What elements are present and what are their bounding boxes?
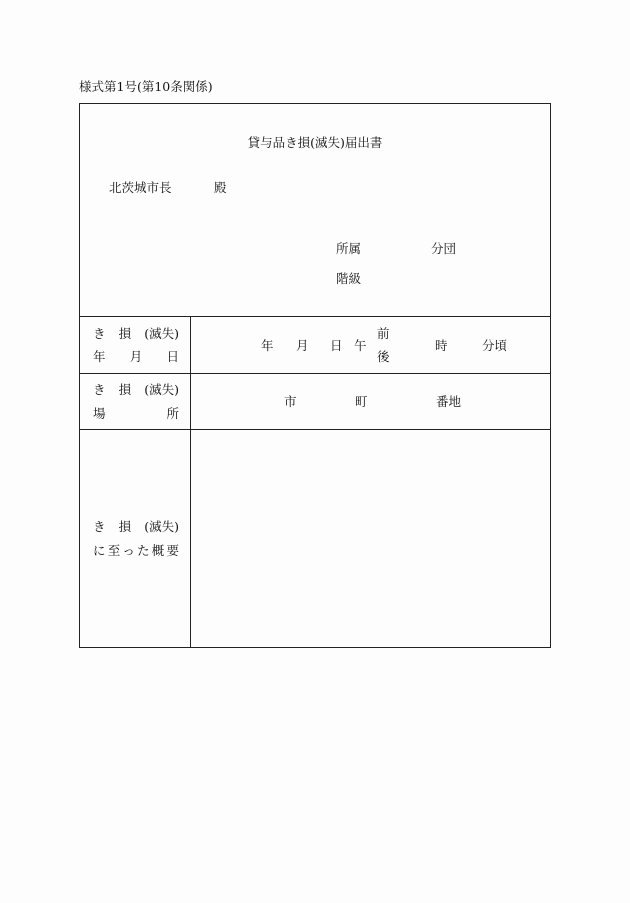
affiliation-label: 所属 <box>336 241 362 256</box>
datetime-minute-unit: 分頃 <box>482 338 508 353</box>
column-divider <box>190 316 191 647</box>
affiliation-unit-suffix: 分団 <box>431 241 457 256</box>
place-row-label-line2: 場 所 <box>93 406 179 421</box>
summary-row-label-line1: き 損 (滅失) <box>93 519 179 534</box>
datetime-am-option: 前 <box>377 326 390 341</box>
datetime-pm-option: 後 <box>377 349 390 364</box>
datetime-row-label-line2: 年 月 日 <box>93 349 179 364</box>
summary-row-label-line2: に 至 っ た 概 要 <box>93 543 179 558</box>
addressee-honorific: 殿 <box>214 180 227 195</box>
place-city-unit: 市 <box>284 394 297 409</box>
form-frame <box>79 103 551 648</box>
datetime-ampm-prefix: 午 <box>354 338 367 353</box>
form-number-label: 様式第1号(第10条関係) <box>79 79 213 94</box>
row-divider <box>80 373 550 374</box>
rank-label: 階級 <box>336 271 362 286</box>
place-block-unit: 番地 <box>436 394 462 409</box>
place-town-unit: 町 <box>355 394 368 409</box>
row-divider <box>80 316 550 317</box>
datetime-row-label-line1: き 損 (滅失) <box>93 326 179 341</box>
datetime-year-unit: 年 <box>261 338 274 353</box>
document-title: 貸与品き損(滅失)届出書 <box>247 135 383 150</box>
datetime-day-unit: 日 <box>330 338 343 353</box>
addressee-name: 北茨城市長 <box>109 180 172 195</box>
place-row-label-line1: き 損 (滅失) <box>93 382 179 397</box>
row-divider <box>80 429 550 430</box>
datetime-hour-unit: 時 <box>435 338 448 353</box>
datetime-month-unit: 月 <box>296 338 309 353</box>
summary-content-area[interactable] <box>196 436 546 641</box>
